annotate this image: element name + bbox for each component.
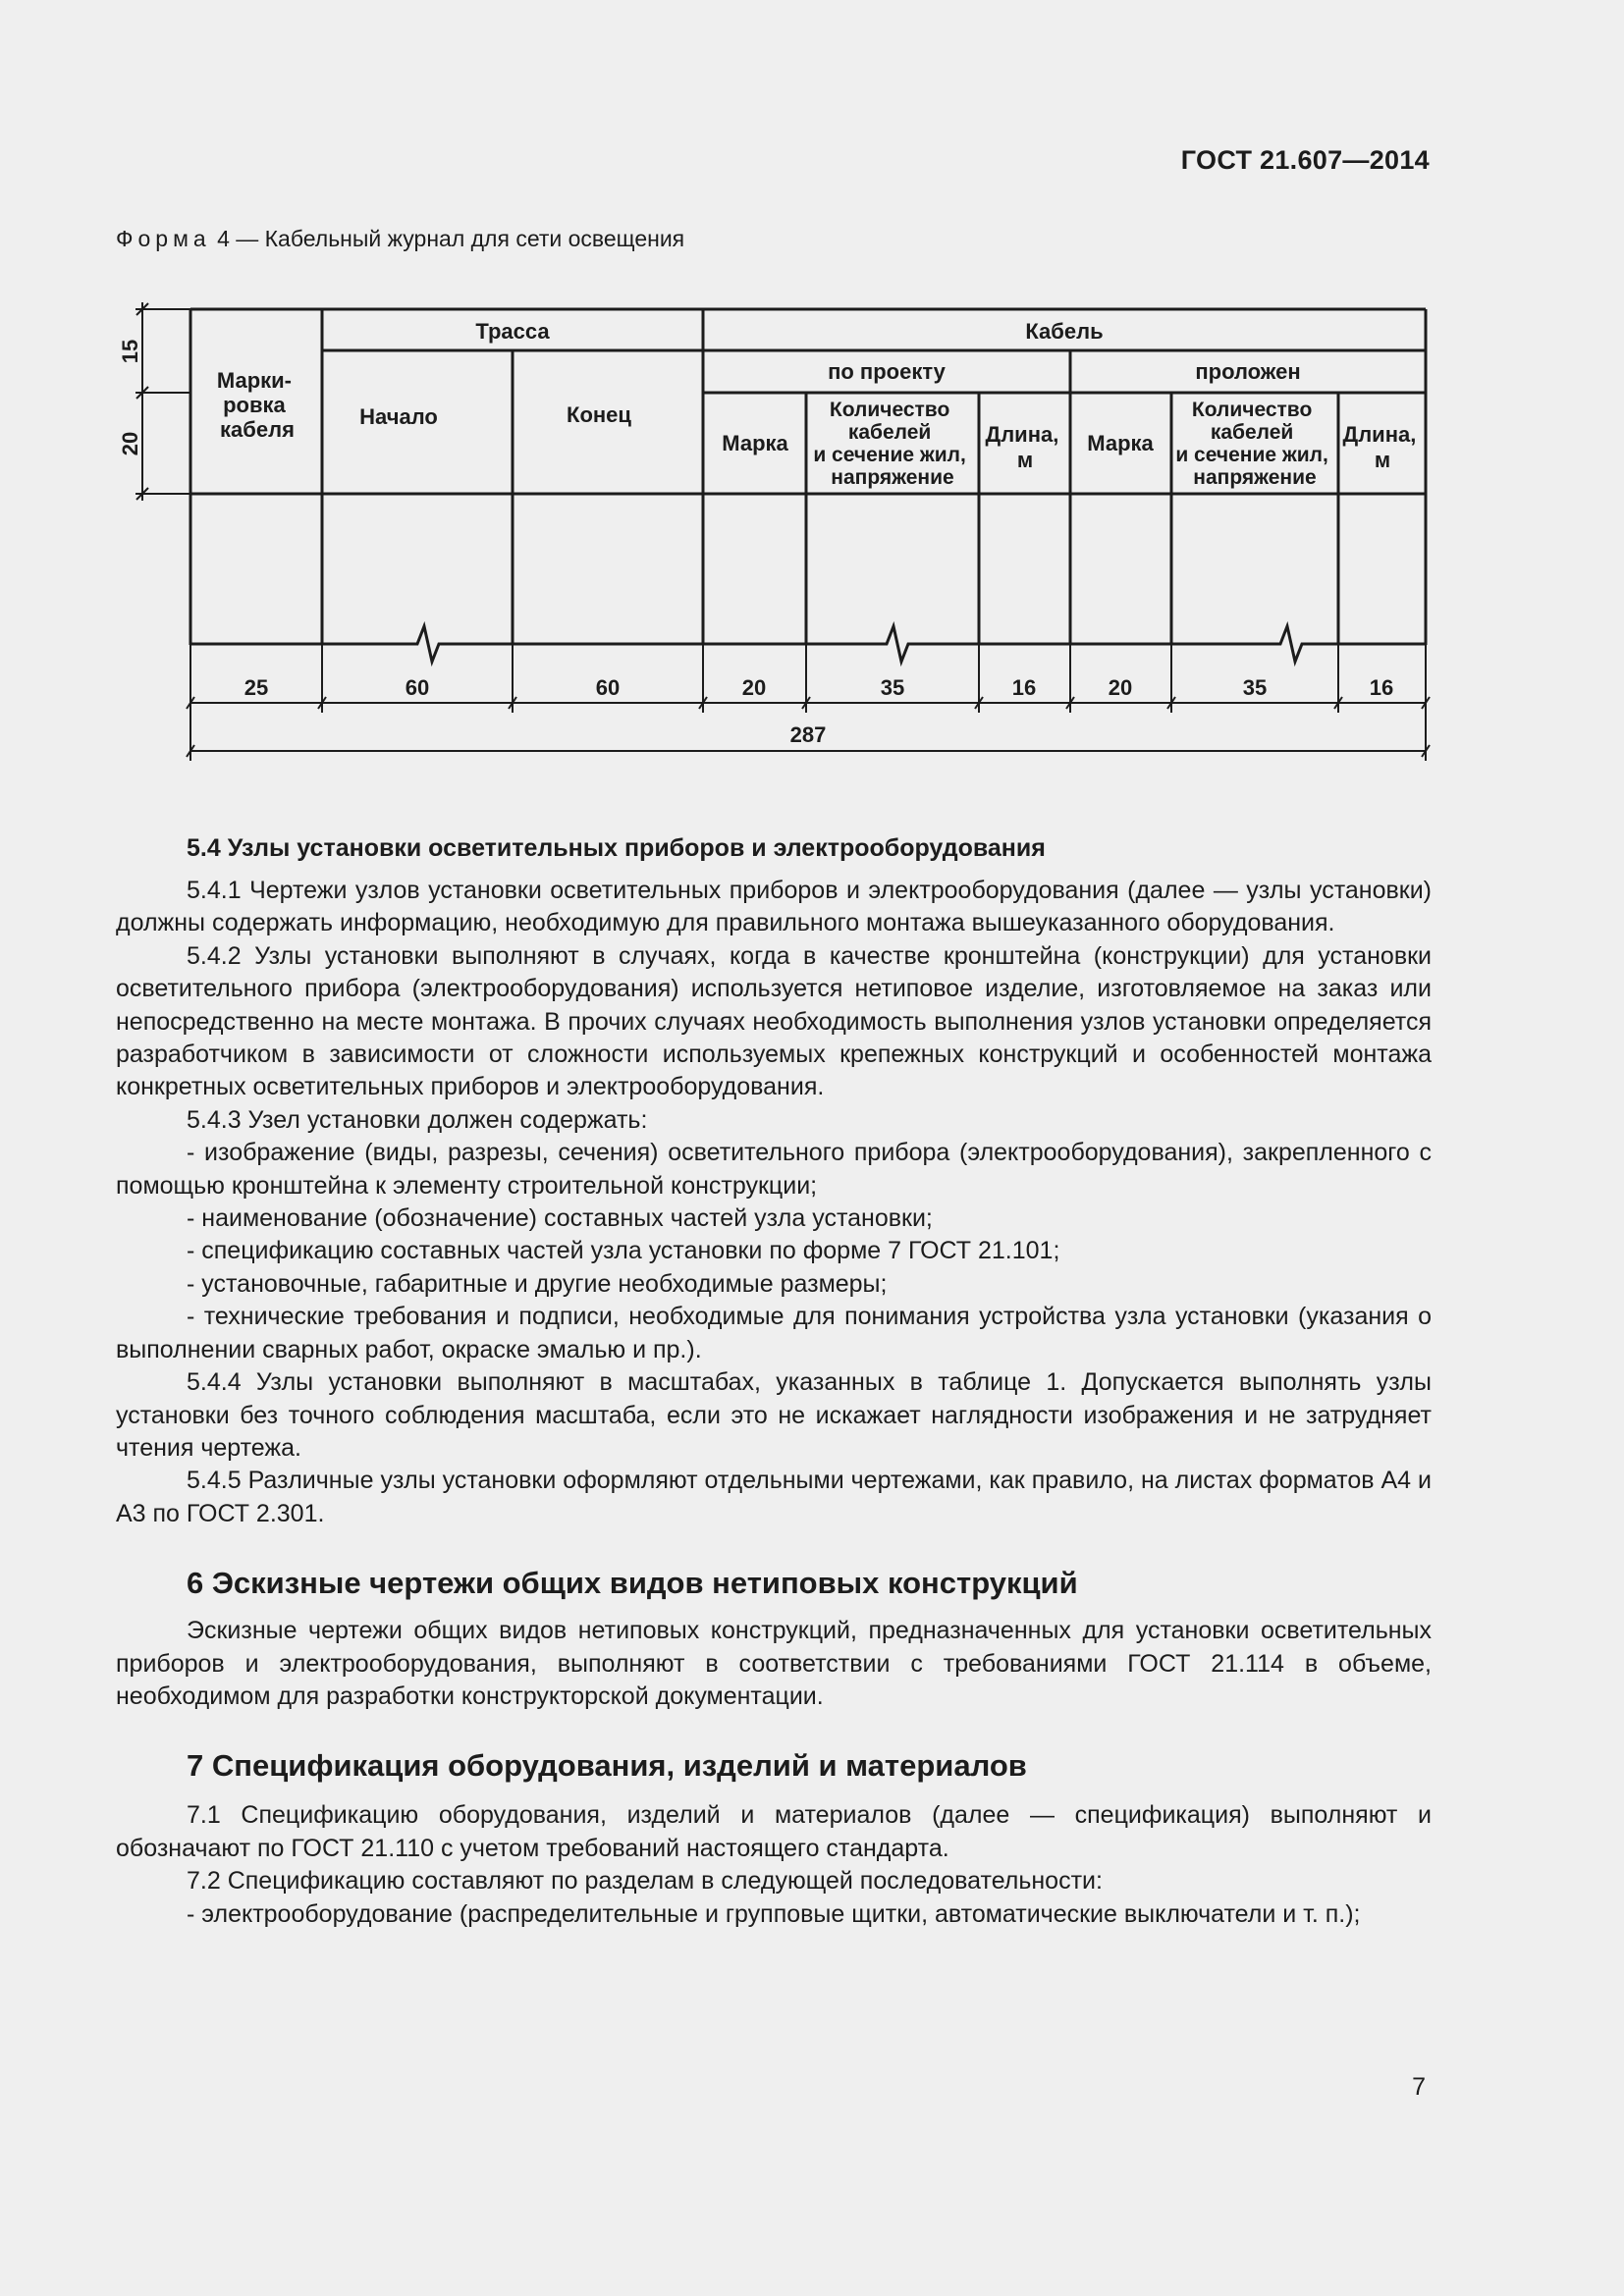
- para-5-4-3: 5.4.3 Узел установки должен содержать:: [187, 1105, 648, 1134]
- list-item: - спецификацию составных частей узла установки по форме 7 ГОСТ 21.101;: [187, 1237, 1060, 1265]
- para-5-4-4: 5.4.4 Узлы установки выполняют в масштабах, указанных в таблице 1. Допускается выполнять узлы установки без точного соблюдения масштаба, если это не искажает наглядности изображения и не затрудняет чтения чертежа.: [116, 1368, 1432, 1462]
- body-text: [116, 832, 1432, 1931]
- side-dim-15: 15: [118, 339, 142, 364]
- side-dim-20: 20: [118, 431, 142, 456]
- width-marking: 25: [244, 675, 269, 700]
- header-end: Конец: [567, 402, 631, 427]
- width-quantity-project: 35: [880, 675, 905, 700]
- header-mark-laid: Марка: [1087, 431, 1154, 455]
- header-start: Начало: [359, 404, 438, 429]
- list-item: - наименование (обозначение) составных частей узла установки;: [187, 1204, 933, 1233]
- header-quantity-laid: Количество кабелей и сечение жил, напряжение: [1175, 399, 1328, 489]
- width-length-project: 16: [1011, 675, 1037, 700]
- total-width: 287: [789, 722, 827, 747]
- section-7: [116, 1746, 1432, 1931]
- list-item: - изображение (виды, разрезы, сечения) осветительного прибора (электрооборудования), закрепленного с помощью кронштейна к элементу строительной конструкции;: [116, 1139, 1432, 1200]
- para-5-4-5: 5.4.5 Различные узлы установки оформляют отдельными чертежами, как правило, на листах форматов А4 и А3 по ГОСТ 2.301.: [116, 1467, 1432, 1527]
- width-quantity-laid: 35: [1242, 675, 1268, 700]
- section-7-heading: 7 Спецификация оборудования, изделий и материалов: [187, 1748, 1027, 1784]
- header-laid: проложен: [1195, 359, 1301, 384]
- header-cable: Кабель: [1025, 319, 1104, 344]
- header-length-laid: Длина, м: [1342, 422, 1417, 472]
- header-length-project: Длина, м: [985, 422, 1059, 472]
- page-number: 7: [1412, 2073, 1426, 2101]
- list-item: - установочные, габаритные и другие необходимые размеры;: [187, 1269, 888, 1298]
- document-code: ГОСТ 21.607—2014: [1180, 145, 1430, 175]
- para-7-1: 7.1 Спецификацию оборудования, изделий и материалов (далее — спецификация) выполняют и обозначают по ГОСТ 21.110 с учетом требований настоящего стандарта.: [116, 1801, 1432, 1862]
- width-end: 60: [595, 675, 621, 700]
- header-trassa: Трасса: [475, 319, 550, 344]
- header-marking: Марки- ровка кабеля: [216, 368, 295, 442]
- header-by-project: по проекту: [828, 359, 946, 384]
- width-mark-project: 20: [741, 675, 767, 700]
- section-6: [116, 1564, 1432, 1713]
- header-quantity-project: Количество кабелей и сечение жил, напряжение: [813, 399, 966, 489]
- cable-journal-form: [0, 0, 1624, 785]
- width-mark-laid: 20: [1108, 675, 1133, 700]
- para-7-2: 7.2 Спецификацию составляют по разделам в следующей последовательности:: [187, 1867, 1103, 1896]
- form-caption-text: 4 — Кабельный журнал для сети освещения: [210, 226, 685, 251]
- section-5-4-heading: 5.4 Узлы установки осветительных приборов и электрооборудования: [187, 834, 1046, 862]
- para-5-4-2: 5.4.2 Узлы установки выполняют в случаях, когда в качестве кронштейна (конструкции) для установки осветительного прибора (электрооборудования) используется нетиповое изделие, изготовляемое на заказ или непосредственно на месте монтажа. В прочих случаях необходимость выполнения узлов установки определяется разработчиком в зависимости от сложности используемых крепежных конструкций и особенностей монтажа конкретных осветительных приборов и электрооборудования.: [116, 941, 1432, 1101]
- width-start: 60: [405, 675, 430, 700]
- section-6-heading: 6 Эскизные чертежи общих видов нетиповых конструкций: [187, 1566, 1078, 1601]
- list-item: - технические требования и подписи, необходимые для понимания устройства узла установки (указания о выполнении сварных работ, окраске эмалью и пр.).: [116, 1303, 1432, 1363]
- width-length-laid: 16: [1369, 675, 1394, 700]
- form-caption-word: Форма: [116, 226, 211, 251]
- para-6: Эскизные чертежи общих видов нетиповых конструкций, предназначенных для установки осветительных приборов и электрооборудования, выполняют в соответствии с требованиями ГОСТ 21.114 в объеме, необходимом для разработки конструкторской документации.: [116, 1617, 1432, 1710]
- para-5-4-1: 5.4.1 Чертежи узлов установки осветительных приборов и электрооборудования (далее — узлы установки) должны содержать информацию, необходимую для правильного монтажа вышеуказанного оборудования.: [116, 877, 1432, 937]
- list-item: - электрооборудование (распределительные и групповые щитки, автоматические выключатели и т. п.);: [187, 1899, 1361, 1928]
- header-mark-project: Марка: [722, 431, 788, 455]
